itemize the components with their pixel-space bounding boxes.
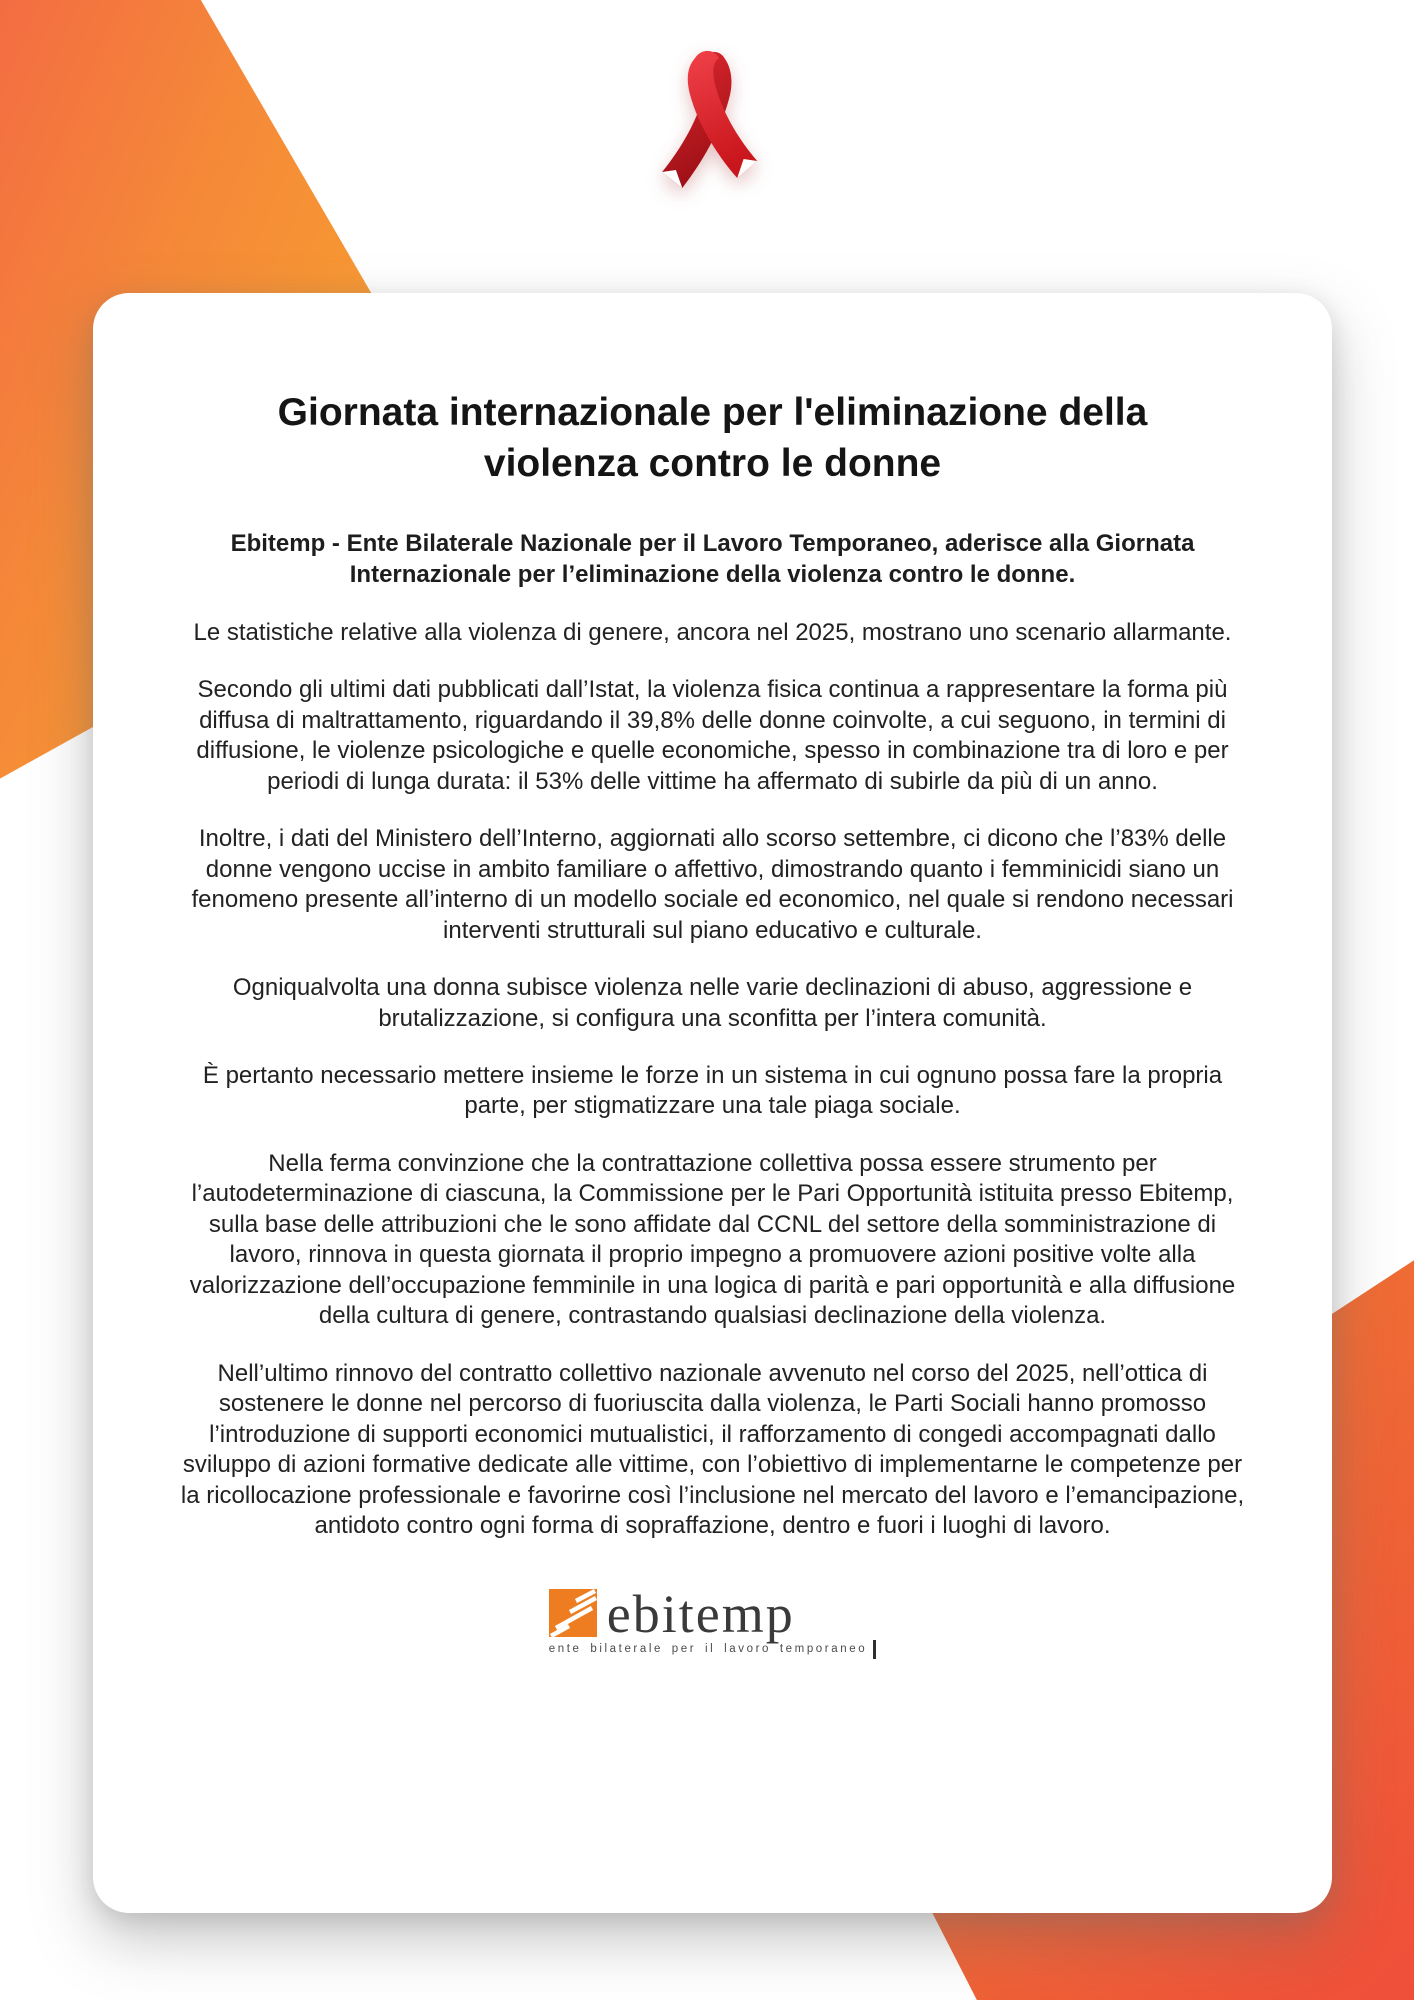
- ebitemp-logo-mark-icon: [549, 1589, 597, 1637]
- body-paragraph-1: Le statistiche relative alla violenza di genere, ancora nel 2025, mostrano uno scenario allarmante.: [193, 618, 1232, 646]
- body-paragraph-6: Nella ferma convinzione che la contrattazione collettiva possa essere strumento per l’autodeterminazione di ciascuna, la Commissione per le Pari Opportunità istituita presso Ebitemp, sulla base delle attribuzioni che le sono affidate dal CCNL del settore della somministrazione di lavoro, rinnova in questa giornata il proprio impegno a promuovere azioni positive volte alla valorizzazione dell’occupazione femminile in una logica di parità e pari opportunità e alla diffusione della cultura di genere, contrastando qualsiasi declinazione della violenza.: [189, 1149, 1236, 1330]
- content-card: [93, 293, 1332, 1913]
- body-paragraph-2: Secondo gli ultimi dati pubblicati dall’Istat, la violenza fisica continua a rappresentare la forma più diffusa di maltrattamento, riguardando il 39,8% delle donne coinvolte, a cui seguono, in termini di diffusione, le violenze psicologiche e quelle economiche, spesso in combinazione tra di loro e per periodi di lunga durata: il 53% delle vittime ha affermato di subirle da più di un anno.: [196, 676, 1229, 795]
- body-paragraph-4: Ogniqualvolta una donna subisce violenza nelle varie declinazioni di abuso, aggressione e brutalizzazione, si configura una sconfitta per l’intera comunità.: [232, 974, 1193, 1032]
- logo-tagline: ente bilaterale per il lavoro temporaneo: [548, 1642, 868, 1655]
- body-paragraph-3: Inoltre, i dati del Ministero dell’Interno, aggiornati allo scorso settembre, ci dicono che l’83% delle donne vengono uccise in ambito familiare o affettivo, dimostrando quanto i femminicidi siano un fenomeno presente all’interno di un modello sociale ed economico, nel quale si rendono necessari interventi strutturali sul piano educativo e culturale.: [191, 825, 1234, 944]
- page-title: Giornata internazionale per l'eliminazione della violenza contro le donne: [277, 391, 1148, 485]
- logo-tagline-bar: [873, 1640, 876, 1659]
- ebitemp-logo: [548, 1584, 876, 1662]
- body-paragraph-5: È pertanto necessario mettere insieme le forze in un sistema in cui ognuno possa fare la propria parte, per stigmatizzare una tale piaga sociale.: [202, 1061, 1223, 1120]
- awareness-ribbon-icon: [653, 44, 761, 194]
- logo-wordmark: ebitemp: [606, 1584, 795, 1645]
- intro-paragraph: Ebitemp - Ente Bilaterale Nazionale per il Lavoro Temporaneo, aderisce alla Giornata Internazionale per l’eliminazione della violenza contro le donne.: [230, 530, 1195, 589]
- body-paragraph-7: Nell’ultimo rinnovo del contratto collettivo nazionale avvenuto nel corso del 2025, nell’ottica di sostenere le donne nel percorso di fuoriuscita dalla violenza, le Parti Sociali hanno promosso l’introduzione di supporti economici mutualistici, il rafforzamento di congedi accompagnati dallo sviluppo di azioni formative dedicate alle vittime, con l’obiettivo di implementarne le competenze per la ricollocazione professionale e favorirne così l’inclusione nel mercato del lavoro e l’emancipazione, antidoto contro ogni forma di sopraffazione, dentro e fuori i luoghi di lavoro.: [180, 1359, 1245, 1540]
